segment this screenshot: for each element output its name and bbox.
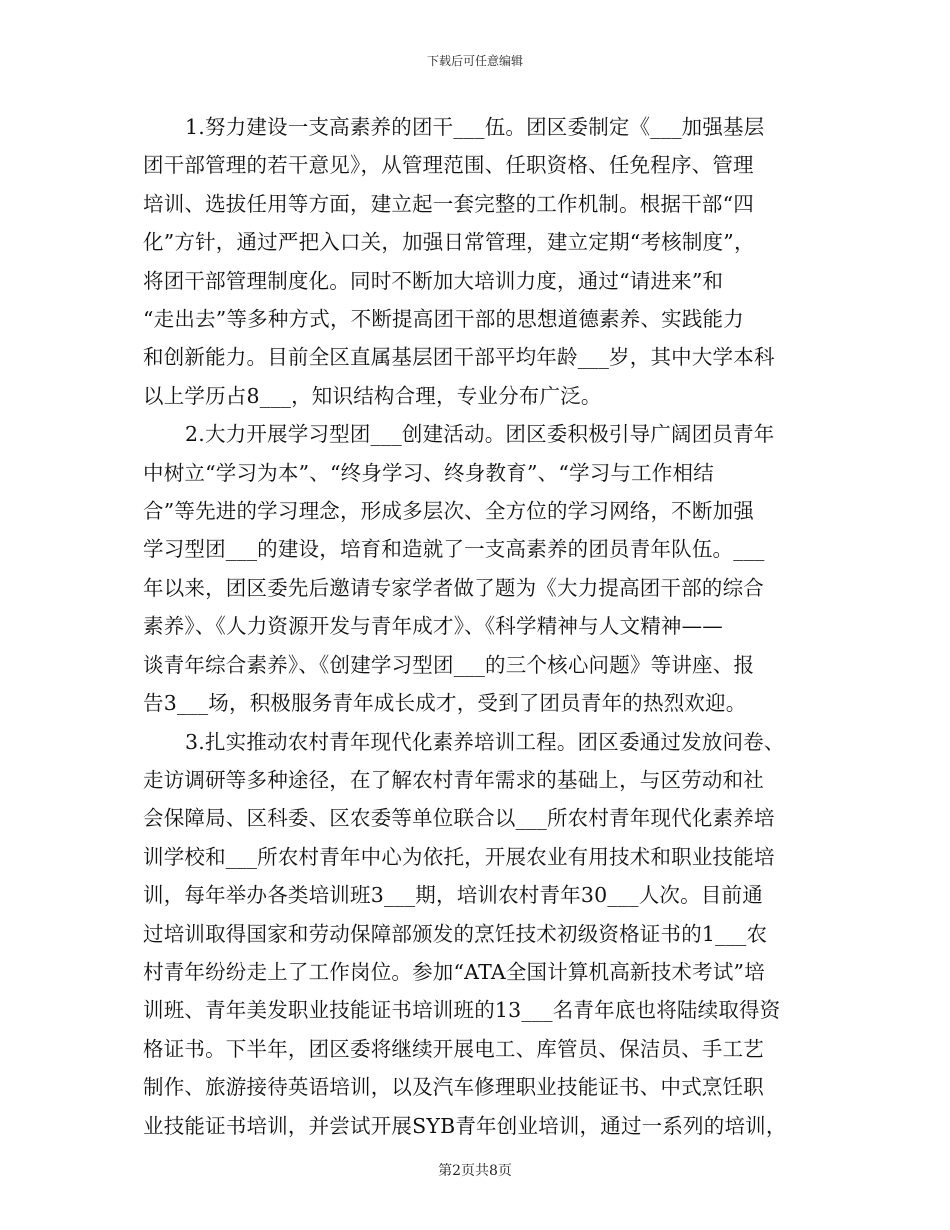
paragraph-2 xyxy=(143,415,807,722)
text-line: 村青年纷纷走上了工作岗位。参加“ATA全国计算机高新技术考试”培 xyxy=(143,959,765,984)
text-line: 训，每年举办各类培训班3___期，培训农村青年30___人次。目前通 xyxy=(143,883,763,908)
text-line: 合”等先进的学习理念，形成多层次、全方位的学习网络，不断加强 xyxy=(143,499,754,524)
page-header: 下载后可任意编辑 xyxy=(426,54,523,68)
text-line: 训学校和___所农村青年中心为依托，开展农业有用技术和职业技能培 xyxy=(143,844,775,869)
text-line: 1.努力建设一支高素养的团干___伍。团区委制定《___加强基层 xyxy=(185,115,765,139)
text-line: 3.扎实推动农村青年现代化素养培训工程。团区委通过发放问卷、 xyxy=(185,729,785,754)
text-line: 中树立“学习为本”、“终身学习、终身教育”、“学习与工作相结 xyxy=(143,460,714,485)
text-line: 学习型团___的建设，培育和造就了一支高素养的团员青年队伍。___ xyxy=(143,537,765,562)
text-line: “走出去”等多种方式，不断提高团干部的思想道德素养、实践能力 xyxy=(143,307,744,332)
text-line: 制作、旅游接待英语培训，以及汽车修理职业技能证书、中式烹饪职 xyxy=(143,1075,764,1100)
text-line: 格证书。下半年，团区委将继续开展电工、库管员、保洁员、手工艺 xyxy=(143,1036,764,1061)
text-line: 过培训取得国家和劳动保障部颁发的烹饪技术初级资格证书的1___农 xyxy=(143,921,768,946)
text-line: 年以来，团区委先后邀请专家学者做了题为《大力提高团干部的综合 xyxy=(143,575,764,600)
page-footer: 第2页共8页 xyxy=(438,1163,512,1179)
text-line: 将团干部管理制度化。同时不断加大培训力度，通过“请进来”和 xyxy=(143,268,724,293)
text-line: 谈青年综合素养》、《创建学习型团___的三个核心问题》等讲座、报 xyxy=(143,652,755,677)
text-line: 团干部管理的若干意见》，从管理范围、任职资格、任免程序、管理 xyxy=(143,153,754,178)
text-line: 素养》、《人力资源开发与青年成才》、《科学精神与人文精神—— xyxy=(143,614,723,639)
text-line: 培训、选拔任用等方面，建立起一套完整的工作机制。根据干部“四 xyxy=(143,191,754,216)
text-line: 会保障局、区科委、区农委等单位联合以___所农村青年现代化素养培 xyxy=(143,806,775,831)
paragraph-1 xyxy=(143,108,807,415)
text-line: 走访调研等多种途径，在了解农村青年需求的基础上，与区劳动和社 xyxy=(143,767,764,792)
text-line: 业技能证书培训，并尝试开展SYB青年创业培训，通过一系列的培训， xyxy=(143,1113,787,1138)
text-line: 和创新能力。目前全区直属基层团干部平均年龄___岁，其中大学本科 xyxy=(143,345,775,370)
text-line: 告3___场，积极服务青年成长成才，受到了团员青年的热烈欢迎。 xyxy=(143,691,747,716)
document-body xyxy=(143,108,807,1145)
text-line: 训班、青年美发职业技能证书培训班的13___名青年底也将陆续取得资 xyxy=(143,998,781,1023)
text-line: 2.大力开展学习型团___创建活动。团区委积极引导广阔团员青年 xyxy=(185,422,775,447)
paragraph-3 xyxy=(143,723,807,1145)
text-line: 以上学历占8___，知识结构合理，专业分布广泛。 xyxy=(143,383,602,408)
text-line: 化”方针，通过严把入口关，加强日常管理，建立定期“考核制度”， xyxy=(143,230,755,255)
